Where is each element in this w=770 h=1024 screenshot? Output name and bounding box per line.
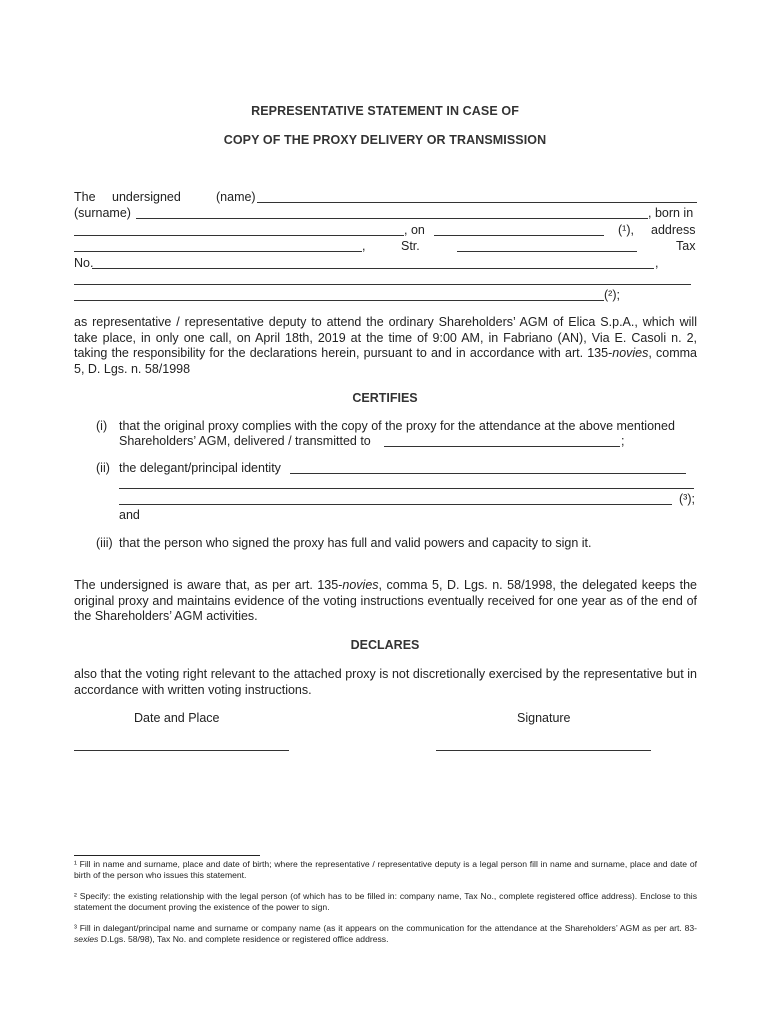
tax-no-label: No.: [74, 256, 94, 270]
undersigned-label: undersigned: [112, 190, 181, 204]
aware-text-part-1: The undersigned is aware that, as per art. 135-: [74, 578, 343, 592]
signature-field[interactable]: [436, 750, 651, 751]
item-1-line-1: that the original proxy complies with the copy of the proxy for the attendance at the above mentioned: [119, 419, 675, 433]
footnote-separator: [74, 855, 260, 856]
surname-field[interactable]: [136, 218, 648, 219]
item-2-number: (ii): [96, 461, 110, 475]
surname-label: (surname): [74, 206, 131, 220]
birth-date-field[interactable]: [434, 235, 604, 236]
aware-novies: novies: [342, 578, 379, 592]
title-line-2: COPY OF THE PROXY DELIVERY OR TRANSMISSION: [223, 133, 547, 147]
the-label: The: [74, 190, 96, 204]
item-1-line-2: Shareholders’ AGM, delivered / transmitted to: [119, 434, 371, 448]
item-3-number: (iii): [96, 536, 113, 550]
intro-novies: novies: [612, 346, 649, 361]
relationship-field-line-1[interactable]: [74, 284, 691, 285]
delegant-identity-field-line-2[interactable]: [119, 488, 694, 489]
certifies-heading: CERTIFIES: [352, 391, 418, 405]
date-place-field[interactable]: [74, 750, 289, 751]
declares-paragraph: also that the voting right relevant to the attached proxy is not discretionally exercised by the representative but in accordance with written voting instructions.: [74, 667, 697, 697]
birthplace-field[interactable]: [74, 235, 404, 236]
aware-text-part-2: , comma 5, D. Lgs. n. 58/1998, the delegated keeps the original proxy and maintains evidence of the voting instructions eventually received for one year as of the end of the Shareholders’ AGM activities.: [74, 578, 698, 624]
footnote-ref-1: (¹),: [618, 223, 634, 237]
footnote-3-part-2: D.Lgs. 58/98), Tax No. and complete residence or registered office address.: [98, 933, 389, 944]
delegant-identity-field-line-3[interactable]: [119, 504, 672, 505]
intro-text-part-1: as representative / representative deputy to attend the ordinary Shareholders’ AGM of Elica S.p.A., which will take place, in only one call, on April 18th, 2019 at the time of 9:00 AM, in Fabriano (AN), Via E. Casoli n. 2, taking the responsibility for the declarations herein, pursuant to and in accordance with art. 135-: [74, 315, 697, 361]
delegant-identity-field-line-1[interactable]: [290, 473, 686, 474]
name-label: (name): [216, 190, 256, 204]
born-in-label: , born in: [648, 206, 694, 220]
title-line-1: REPRESENTATIVE STATEMENT IN CASE OF: [251, 104, 519, 118]
item-1-end: ;: [621, 434, 625, 448]
item-2-and: and: [119, 508, 140, 522]
aware-paragraph: [74, 578, 697, 625]
footnote-ref-3: (³);: [679, 492, 695, 506]
item-3-text: that the person who signed the proxy has full and valid powers and capacity to sign it.: [119, 536, 592, 550]
item-1-number: (i): [96, 419, 108, 433]
tax-label: Tax: [676, 239, 696, 253]
on-label: , on: [404, 223, 425, 237]
declares-heading: DECLARES: [350, 638, 420, 652]
intro-paragraph: [74, 315, 697, 377]
intro-text-part-2: , comma 5, D. Lgs. n. 58/1998: [74, 346, 697, 376]
address-label: address: [651, 223, 696, 237]
str-label: Str.: [401, 239, 420, 253]
footnote-3-part-1: ³ Fill in dalegant/principal name and surname or company name (as it appears on the communication for the attendance at the Shareholders’ AGM as per art. 83-: [74, 923, 697, 933]
signature-label: Signature: [517, 711, 571, 725]
relationship-field-line-2[interactable]: [74, 300, 604, 301]
footnote-2: ² Specify: the existing relationship with the legal person (of which has to be filled in: company name, Tax No., complete registered office address). Enclose to this statement the document proving the existence of the power to sign.: [74, 891, 697, 912]
footnote-1: ¹ Fill in name and surname, place and date of birth; where the representative / representative deputy is a legal person fill in name and surname, place and date of birth of the person who issues this statement.: [74, 859, 697, 880]
tax-no-field[interactable]: [92, 268, 654, 269]
item-2-text: the delegant/principal identity: [119, 461, 281, 475]
street-field[interactable]: [457, 251, 637, 252]
footnote-3-sexies: sexies: [74, 933, 99, 944]
footnote-3: [74, 923, 697, 944]
tax-no-comma: ,: [655, 256, 659, 270]
date-place-label: Date and Place: [134, 711, 220, 725]
address-field[interactable]: [74, 251, 362, 252]
footnote-ref-2: (²);: [604, 288, 620, 302]
transmitted-to-field[interactable]: [384, 446, 620, 447]
name-field[interactable]: [257, 202, 697, 203]
address-comma: ,: [362, 239, 366, 253]
